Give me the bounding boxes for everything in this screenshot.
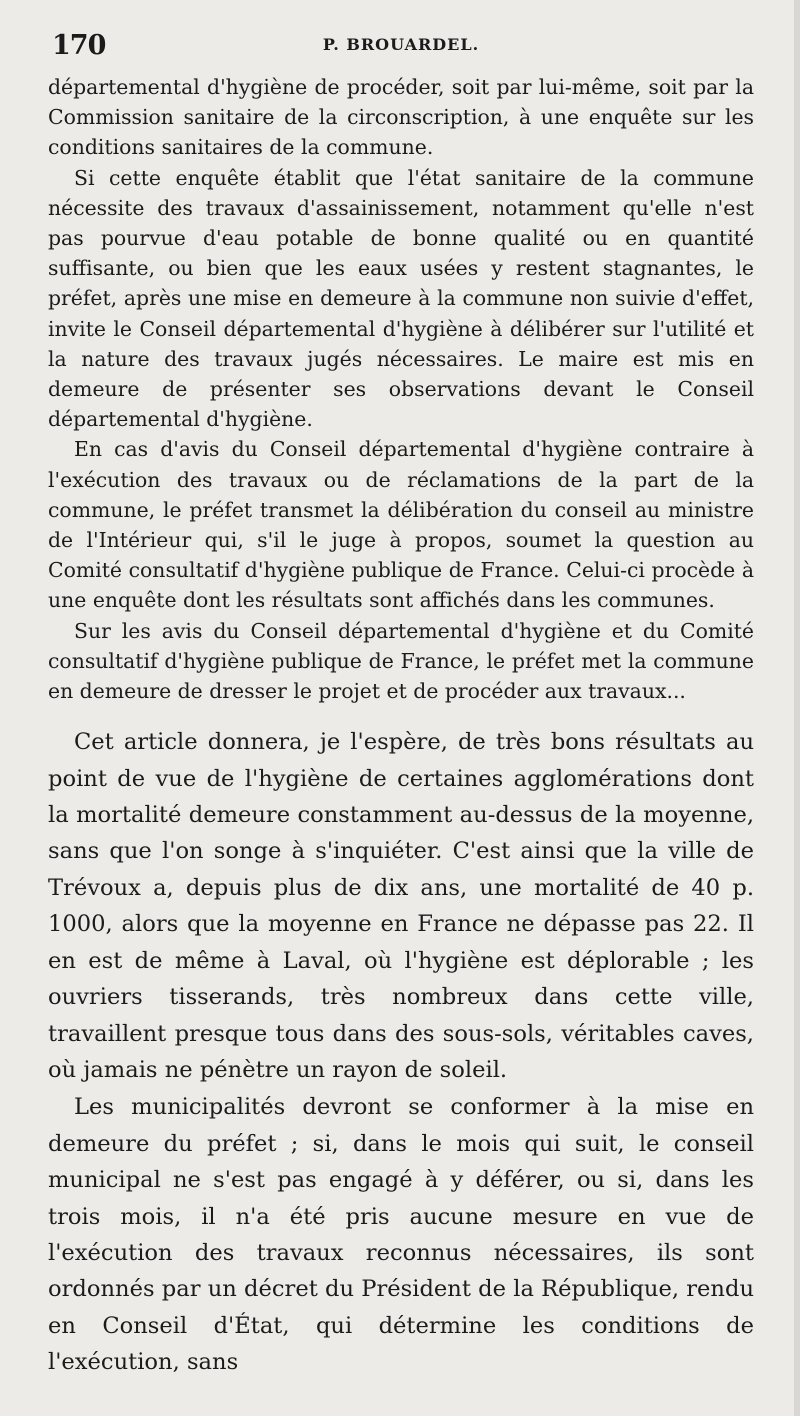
body-paragraph: Les municipalités devront se conformer à la mise en demeure du préfet ; si, dans le mois qui suit, le conseil municipal ne s'est pas engagé à y déférer, ou si, dans les trois mois, il n'a été pris aucune mesure en vue de l'exécution des travaux reconnus nécessaires, ils sont ordonnés par un décret du Président de la République, rendu en Conseil d'État, qui détermine les conditions de l'exécution, sans xyxy=(48,1094,754,1376)
page-edge xyxy=(794,0,800,1416)
quote-paragraph: Si cette enquête établit que l'état sanitaire de la commune nécessite des travaux d'assainissement, notamment qu'elle n'est pas pourvue d'eau potable de bonne qualité ou en quantité suffisante, ou bien que les eaux usées y restent stagnantes, le préfet, après une mise en demeure à la commune non suivie d'effet, invite le Conseil départemental d'hygiène à délibérer sur l'utilité et la nature des travaux jugés nécessaires. Le maire est mis en demeure de présenter ses observations devant le Conseil départemental d'hygiène. xyxy=(48,165,754,432)
body-paragraph: Cet article donnera, je l'espère, de très bons résultats au point de vue de l'hygiène de certaines agglomérations dont la mortalité demeure constamment au-dessus de la moyenne, sans que l'on songe à s'inquiéter. C'est ainsi que la ville de Trévoux a, depuis plus de dix ans, une mortalité de 40 p. 1000, alors que la moyenne en France ne dépasse pas 22. Il en est de même à Laval, où l'hygiène est déplorable ; les ouvriers tisserands, très nombreux dans cette ville, travaillent presque tous dans des sous-sols, véritables caves, où jamais ne pénètre un rayon de soleil. xyxy=(48,729,754,1083)
page-header xyxy=(48,30,754,68)
page-number: 170 xyxy=(52,30,106,61)
main-text xyxy=(48,724,754,1380)
quote-paragraph: En cas d'avis du Conseil départemental d'hygiène contraire à l'exécution des travaux ou de réclamations de la part de la commune, le préfet transmet la délibération du conseil au ministre de l'Intérieur qui, s'il le juge à propos, soumet la question au Comité consultatif d'hygiène publique de France. Celui-ci procède à une enquête dont les résultats sont affichés dans les communes. xyxy=(48,437,754,613)
quote-paragraph: Sur les avis du Conseil départemental d'hygiène et du Comité consultatif d'hygiène publique de France, le préfet met la commune en demeure de dresser le projet et de procéder aux travaux... xyxy=(48,618,754,704)
quote-paragraph: départemental d'hygiène de procéder, soit par lui-même, soit par la Commission sanitaire de la circonscription, à une enquête sur les conditions sanitaires de la commune. xyxy=(48,75,754,160)
quoted-article xyxy=(48,72,754,706)
running-title: P. BROUARDEL. xyxy=(322,35,480,54)
